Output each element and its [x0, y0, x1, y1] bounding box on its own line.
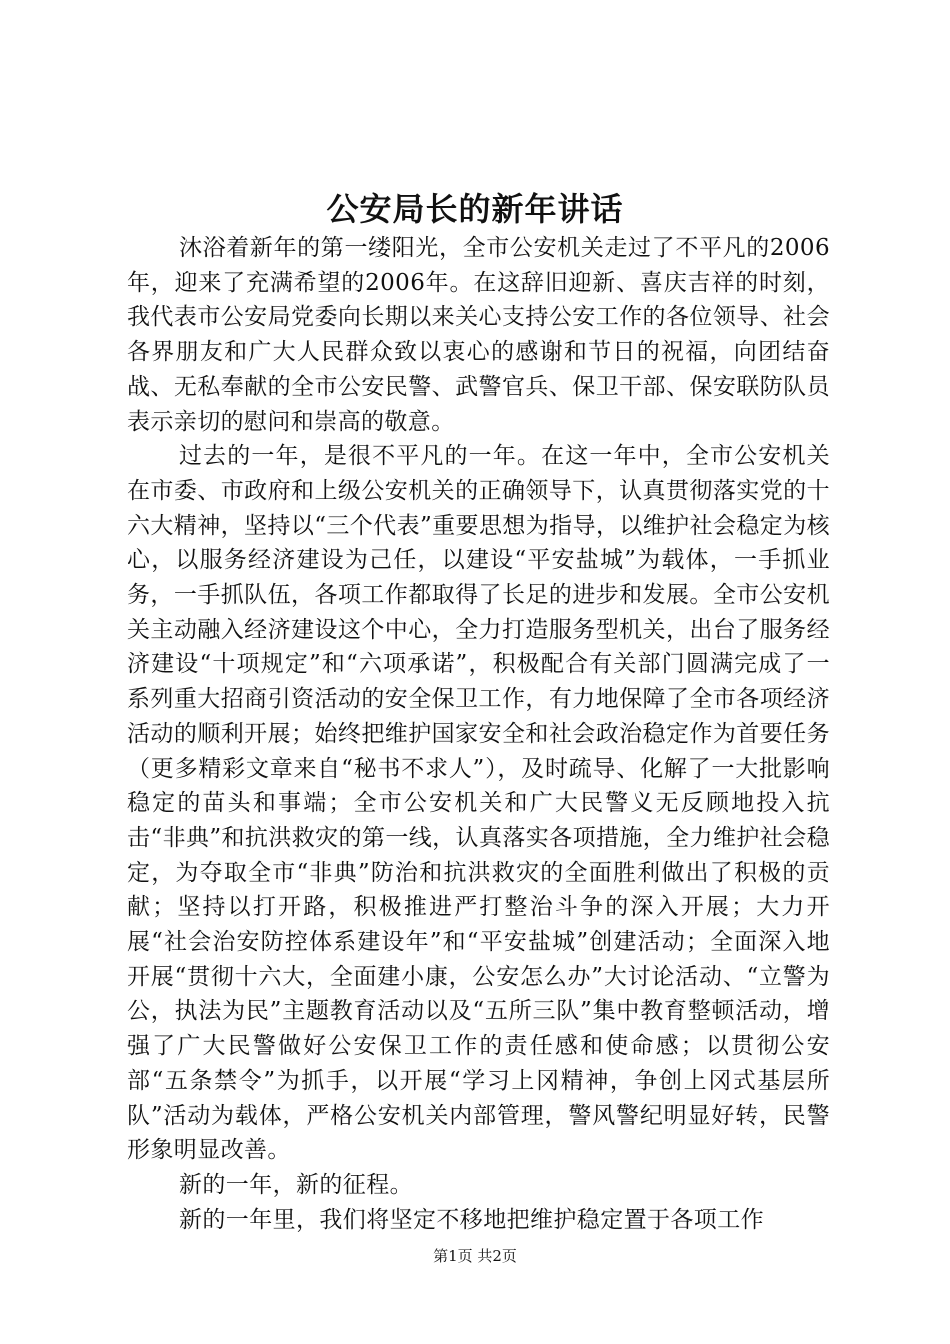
paragraph-review: 过去的一年，是很不平凡的一年。在这一年中，全市公安机关在市委、市政府和上级公安机关的正确领导下，认真贯彻落实党的十六大精神，坚持以“三个代表”重要思想为指导，以维护社会稳定为核心，以服务经济建设为己任，以建设“平安盐城”为载体，一手抓业务，一手抓队伍，各项工作都取得了长足的进步和发展。全市公安机关主动融入经济建设这个中心，全力打造服务型机关，出台了服务经济建设“十项规定”和“六项承诺”，积极配合有关部门圆满完成了一系列重大招商引资活动的安全保卫工作，有力地保障了全市各项经济活动的顺利开展；始终把维护国家安全和社会政治稳定作为首要任务（更多精彩文章来自“秘书不求人”），及时疏导、化解了一大批影响稳定的苗头和事端；全市公安机关和广大民警义无反顾地投入抗击“非典”和抗洪救灾的第一线，认真落实各项措施，全力维护社会稳定，为夺取全市“非典”防治和抗洪救灾的全面胜利做出了积极的贡献；坚持以打开路，积极推进严打整治斗争的深入开展；大力开展“社会治安防控体系建设年”和“平安盐城”创建活动；全面深入地开展“贯彻十六大，全面建小康，公安怎么办”大讨论活动、“立警为公，执法为民”主题教育活动以及“五所三队”集中教育整顿活动，增强了广大民警做好公安保卫工作的责任感和使命感；以贯彻公安部“五条禁令”为抓手，以开展“学习上冈精神，争创上冈式基层所队”活动为载体，严格公安机关内部管理，警风警纪明显好转，民警形象明显改善。	[127, 443, 830, 1164]
paragraph-new-journey: 新的一年，新的征程。	[179, 1171, 413, 1198]
page-number-footer: 第1页 共2页	[433, 1247, 517, 1265]
paragraph-new-year-plan: 新的一年里，我们将坚定不移地把维护稳定置于各项工作	[179, 1206, 764, 1233]
document-title: 公安局长的新年讲话	[326, 190, 624, 228]
document-body	[127, 231, 830, 1237]
paragraph-greeting: 沐浴着新年的第一缕阳光，全市公安机关走过了不平凡的2006年，迎来了充满希望的2006年。在这辞旧迎新、喜庆吉祥的时刻，我代表市公安局党委向长期以来关心支持公安工作的各位领导、社会各界朋友和广大人民群众致以衷心的感谢和节日的祝福，向团结奋战、无私奉献的全市公安民警、武警官兵、保卫干部、保安联防队员表示亲切的慰问和崇高的敬意。	[127, 235, 830, 435]
